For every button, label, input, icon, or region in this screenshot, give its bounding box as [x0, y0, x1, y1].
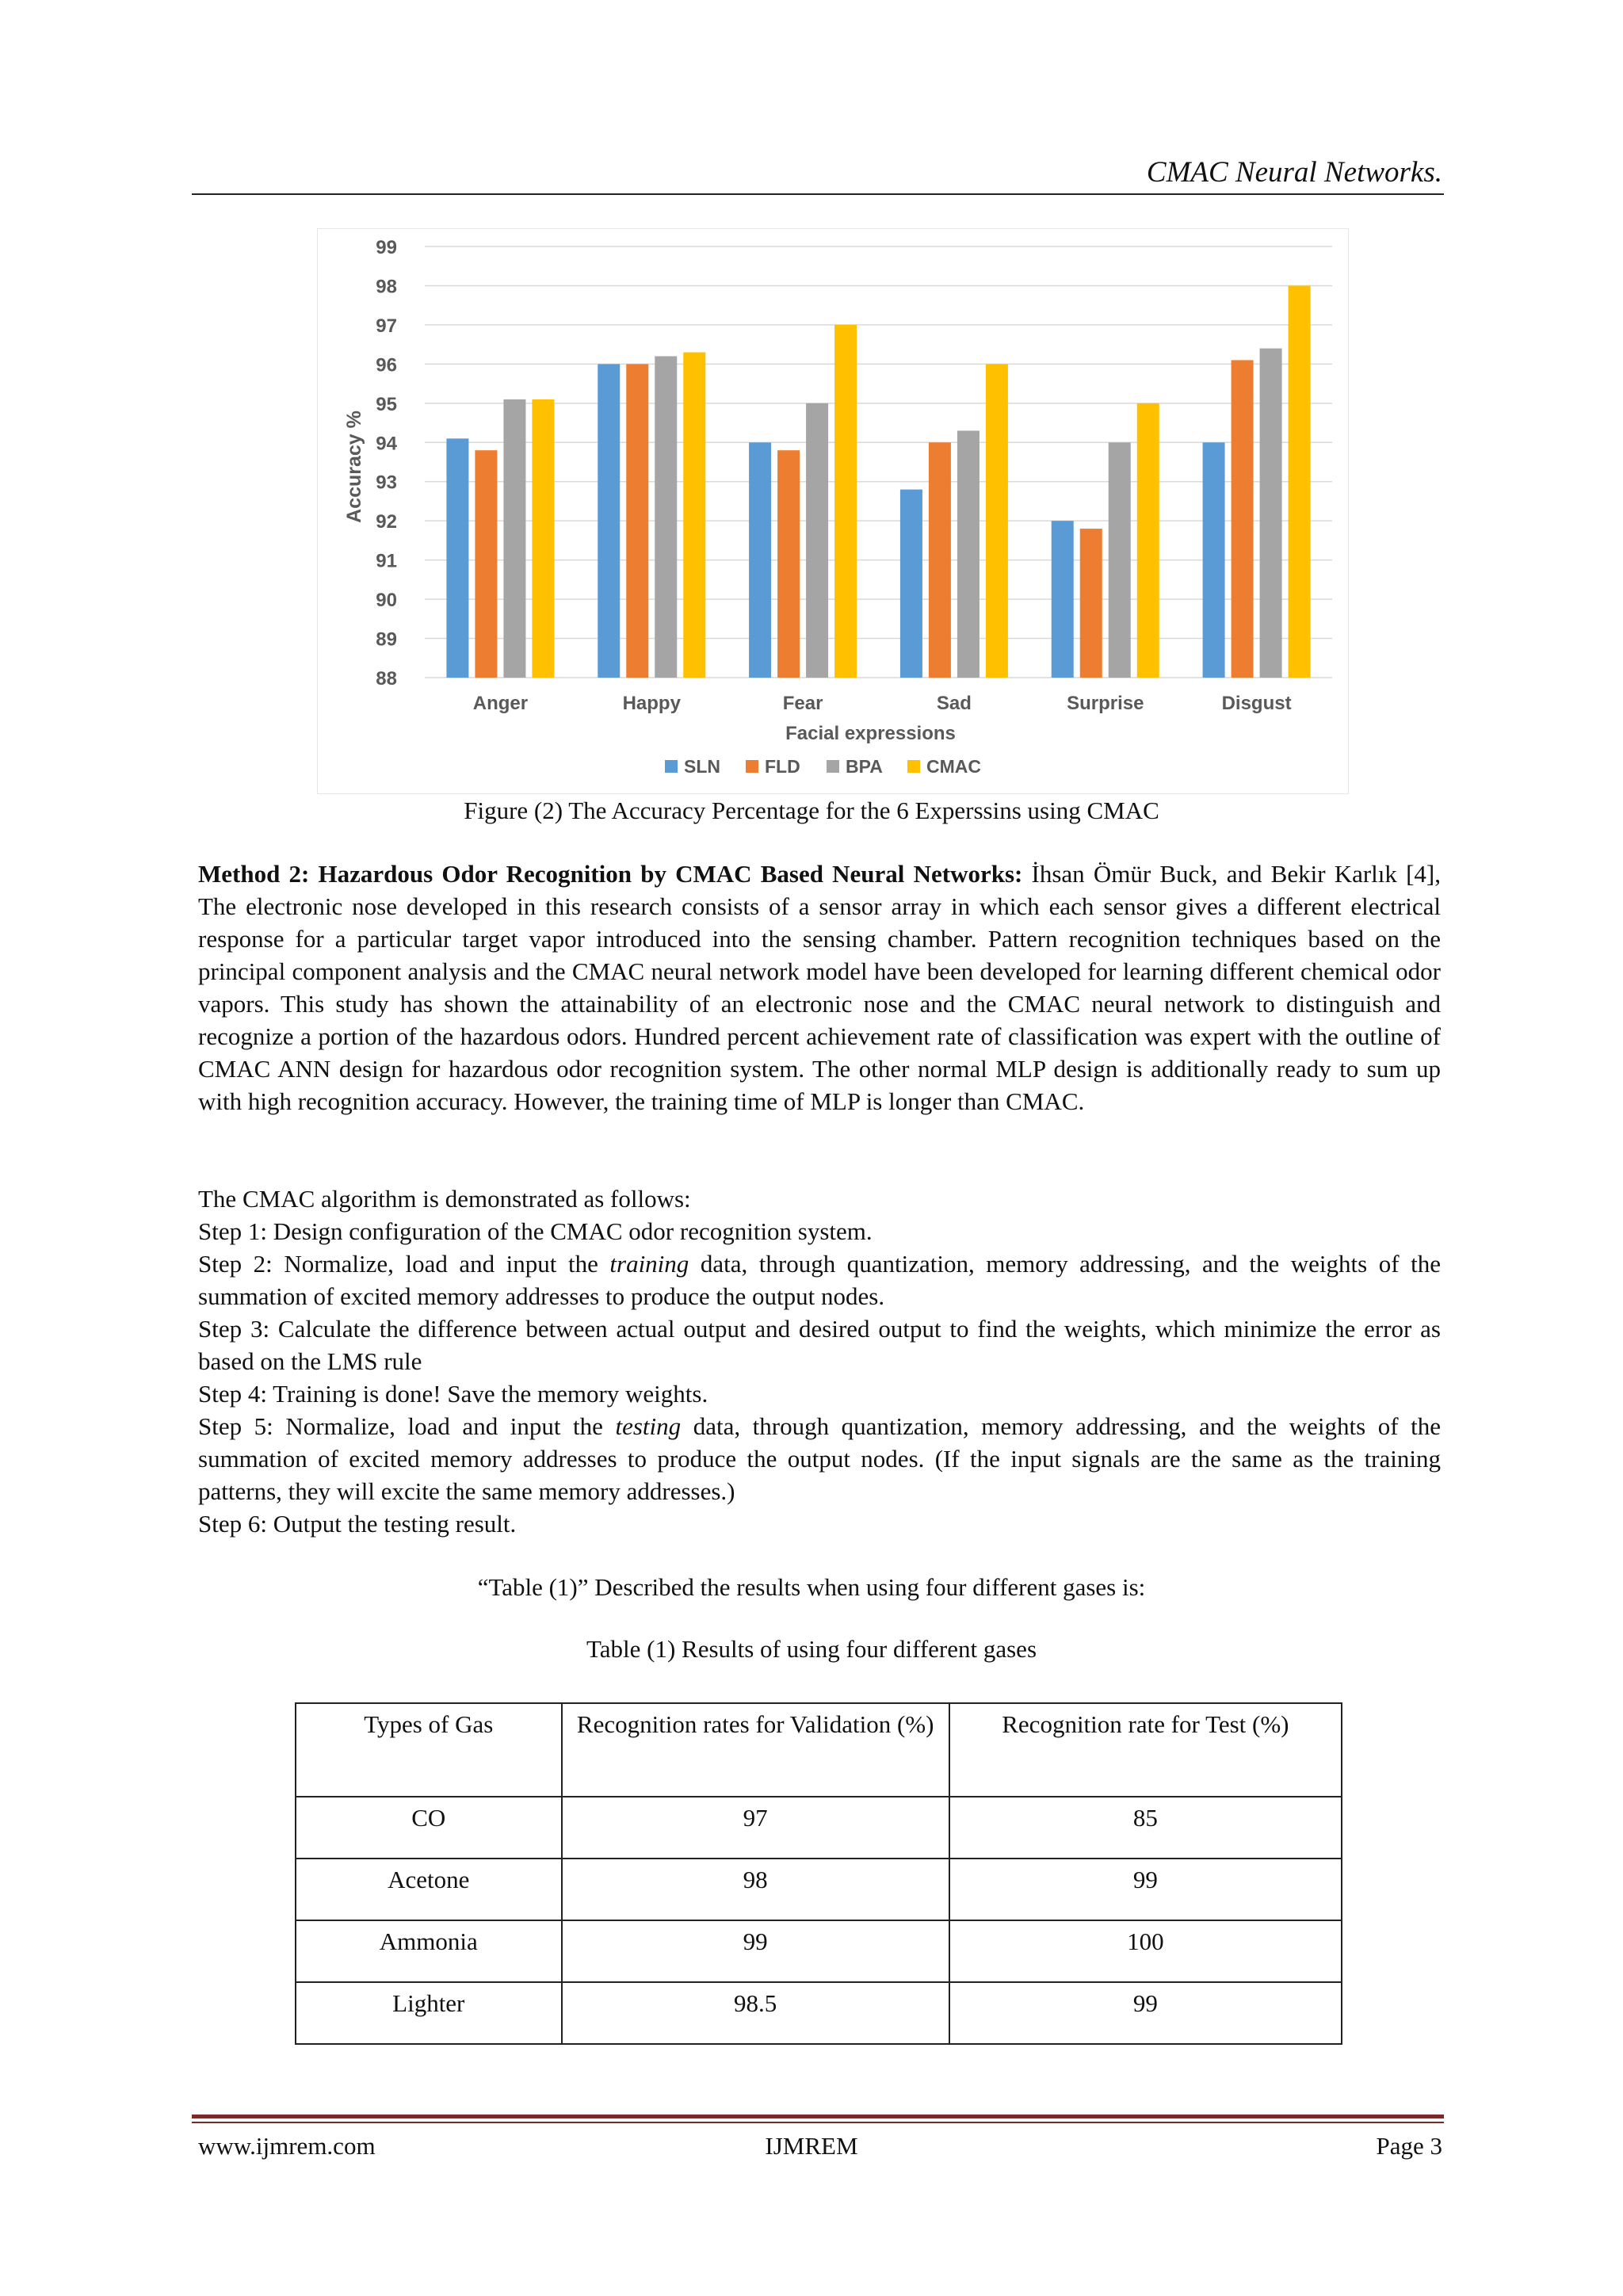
bar-sln-anger: [446, 438, 468, 678]
table-header-cell: Types of Gas: [296, 1703, 562, 1797]
bar-sln-disgust: [1203, 442, 1225, 678]
accuracy-chart: [317, 228, 1349, 794]
table-header-cell: Recognition rates for Validation (%): [562, 1703, 949, 1797]
x-tick-label: Surprise: [1067, 693, 1144, 714]
bar-fld-anger: [475, 450, 497, 678]
x-tick-label: Sad: [936, 693, 972, 714]
table-cell: 99: [562, 1920, 949, 1982]
figure-caption: Figure (2) The Accuracy Percentage for the 6 Experssins using CMAC: [464, 797, 1159, 824]
bar-sln-sad: [900, 490, 922, 678]
table-cell: 85: [949, 1797, 1342, 1859]
bar-sln-fear: [749, 442, 771, 678]
table-cell: Ammonia: [296, 1920, 562, 1982]
legend-label-bpa: BPA: [846, 756, 883, 777]
bar-bpa-happy: [655, 356, 677, 678]
table-title: Table (1) Results of using four different gases: [586, 1635, 1037, 1663]
y-tick-label: 91: [376, 550, 397, 572]
footer-rule: [192, 2115, 1444, 2118]
table-row: [296, 1859, 1342, 1920]
bar-cmac-happy: [683, 353, 705, 678]
step-6: Step 6: Output the testing result.: [198, 1510, 517, 1538]
step-5-text-end: data, through quantization, memory addressing, and the weights of the summation of excited memory addresses to produce the output nodes. (If the input signals are the same as the training patterns, they will excite the same memory addresses.): [198, 1412, 1441, 1505]
table-cell: 99: [949, 1859, 1342, 1920]
running-header: CMAC Neural Networks.: [1146, 156, 1442, 189]
table-header-row: [296, 1703, 1342, 1797]
accuracy-chart-svg: [318, 229, 1348, 793]
bar-cmac-surprise: [1137, 403, 1159, 678]
legend-label-cmac: CMAC: [926, 756, 981, 777]
bar-bpa-disgust: [1260, 349, 1282, 678]
legend-label-fld: FLD: [765, 756, 800, 777]
method-heading: Method 2: Hazardous Odor Recognition by CMAC Based Neural Networks:: [198, 860, 1023, 888]
legend-swatch-cmac: [907, 760, 920, 773]
y-tick-label: 92: [376, 511, 397, 533]
footer-website: www.ijmrem.com: [198, 2132, 376, 2160]
bar-sln-happy: [598, 364, 620, 678]
bar-cmac-sad: [986, 364, 1008, 678]
table-cell: CO: [296, 1797, 562, 1859]
footer-page-number: Page 3: [1376, 2132, 1442, 2160]
method-body: İhsan Ömür Buck, and Bekir Karlık [4], The electronic nose developed in this research consists of a sensor array in which each sensor gives a different electrical response for a particular target vapor introduced into the sensing chamber. Pattern recognition techniques based on the principal component analysis and the CMAC neural network model have been developed for learning different chemical odor vapors. This study has shown the attainability of an electronic nose and the CMAC neural network to distinguish and recognize a portion of the hazardous odors. Hundred percent achievement rate of classification was expert with the outline of CMAC ANN design for hazardous odor recognition system. The other normal MLP design is additionally ready to sum up with high recognition accuracy. However, the training time of MLP is longer than CMAC.: [198, 860, 1441, 1115]
y-tick-label: 88: [376, 668, 397, 690]
step-5-emphasis: testing: [615, 1412, 682, 1440]
bar-bpa-anger: [503, 399, 525, 678]
bar-cmac-disgust: [1289, 285, 1311, 678]
footer-journal: IJMREM: [765, 2132, 858, 2160]
algorithm-steps: [198, 1182, 1441, 1540]
y-axis-label: Accuracy %: [343, 411, 365, 523]
y-tick-label: 97: [376, 315, 397, 337]
x-tick-label: Fear: [782, 693, 823, 714]
method-paragraph: [198, 858, 1441, 1117]
table-row: [296, 1920, 1342, 1982]
step-5: [198, 1410, 1441, 1507]
table-intro: “Table (1)” Described the results when using four different gases is:: [477, 1573, 1146, 1601]
bar-bpa-sad: [957, 430, 980, 678]
x-tick-label: Anger: [472, 693, 529, 714]
step-2: [198, 1247, 1441, 1312]
bar-fld-happy: [626, 364, 648, 678]
bar-fld-surprise: [1080, 529, 1102, 678]
y-tick-label: 89: [376, 628, 397, 651]
step-1: Step 1: Design configuration of the CMAC odor recognition system.: [198, 1217, 873, 1245]
steps-intro: The CMAC algorithm is demonstrated as follows:: [198, 1185, 691, 1213]
bar-bpa-fear: [806, 403, 828, 678]
legend-label-sln: SLN: [684, 756, 720, 777]
y-tick-label: 94: [376, 433, 397, 455]
step-3: Step 3: Calculate the difference between actual output and desired output to find the weights, which minimize the error as based on the LMS rule: [198, 1315, 1441, 1375]
step-4: Step 4: Training is done! Save the memory weights.: [198, 1380, 708, 1408]
y-tick-label: 90: [376, 590, 397, 612]
legend-swatch-bpa: [827, 760, 839, 773]
y-tick-label: 98: [376, 276, 397, 298]
x-tick-label: Disgust: [1221, 693, 1292, 714]
step-2-text: Step 2: Normalize, load and input the: [198, 1250, 610, 1278]
bar-bpa-surprise: [1109, 442, 1131, 678]
legend-swatch-fld: [746, 760, 758, 773]
footer-rule-thin: [192, 2122, 1444, 2123]
table-cell: Lighter: [296, 1982, 562, 2044]
y-tick-label: 95: [376, 393, 397, 415]
table-header-cell: Recognition rate for Test (%): [949, 1703, 1342, 1797]
step-2-text-end: data, through quantization, memory addressing, and the weights of the summation of excited memory addresses to produce the output nodes.: [198, 1250, 1442, 1310]
bar-sln-surprise: [1052, 521, 1074, 678]
table-cell: 100: [949, 1920, 1342, 1982]
bar-fld-disgust: [1232, 360, 1254, 678]
x-axis-label: Facial expressions: [785, 723, 956, 744]
table-cell: 98: [562, 1859, 949, 1920]
y-tick-label: 99: [376, 237, 397, 258]
bar-cmac-anger: [532, 399, 554, 678]
table-row: [296, 1982, 1342, 2044]
legend-swatch-sln: [665, 760, 678, 773]
x-tick-label: Happy: [622, 693, 681, 714]
table-row: [296, 1797, 1342, 1859]
table-cell: Acetone: [296, 1859, 562, 1920]
table-cell: 97: [562, 1797, 949, 1859]
bar-fld-sad: [929, 442, 951, 678]
table-cell: 98.5: [562, 1982, 949, 2044]
bar-fld-fear: [777, 450, 800, 678]
y-tick-label: 96: [376, 354, 397, 376]
step-2-emphasis: training: [609, 1250, 689, 1278]
header-rule: [192, 193, 1444, 195]
gas-results-table: [295, 1702, 1342, 2045]
table-cell: 99: [949, 1982, 1342, 2044]
y-tick-label: 93: [376, 472, 397, 494]
bar-cmac-fear: [834, 325, 857, 678]
step-5-text: Step 5: Normalize, load and input the: [198, 1412, 616, 1440]
